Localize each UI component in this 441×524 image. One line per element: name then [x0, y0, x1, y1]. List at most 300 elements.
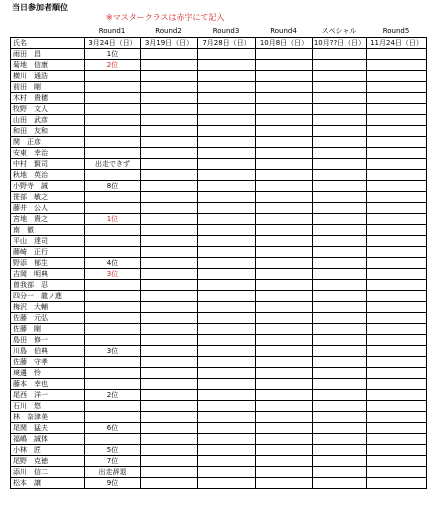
participant-name: 菊地 信康 [11, 60, 85, 71]
special-result [313, 60, 367, 71]
round3-result [198, 214, 256, 225]
round4-result [256, 148, 313, 159]
special-result [313, 258, 367, 269]
round5-result [367, 181, 427, 192]
round5-result [367, 203, 427, 214]
round3-result [198, 247, 256, 258]
round1-result [85, 225, 141, 236]
table-row [11, 82, 427, 93]
special-result [313, 192, 367, 203]
round4-result [256, 82, 313, 93]
special-result [313, 390, 367, 401]
round3-result [198, 137, 256, 148]
round5-result [367, 49, 427, 60]
special-result [313, 203, 367, 214]
results-table [10, 37, 427, 489]
round5-result [367, 313, 427, 324]
round3-result [198, 192, 256, 203]
special-result [313, 280, 367, 291]
round1-result: 3位 [85, 346, 141, 357]
special-result [313, 434, 367, 445]
table-row [11, 401, 427, 412]
date-header-round3: 7月28日（日） [198, 38, 256, 49]
table-row [11, 456, 427, 467]
table-row [11, 335, 427, 346]
round1-result [85, 104, 141, 115]
participant-name: 中村 賢司 [11, 159, 85, 170]
round4-result [256, 104, 313, 115]
participant-name: 関 正彦 [11, 137, 85, 148]
round4-result [256, 137, 313, 148]
master-class-note: ※マスタークラスは赤字にて記入 [106, 13, 225, 22]
round2-result [141, 258, 198, 269]
round2-result [141, 159, 198, 170]
round5-result [367, 214, 427, 225]
special-result [313, 357, 367, 368]
table-row [11, 93, 427, 104]
round2-result [141, 93, 198, 104]
round2-result [141, 49, 198, 60]
round4-result [256, 412, 313, 423]
participant-name: 笹部 敏之 [11, 192, 85, 203]
participant-name: 尾野 克徳 [11, 456, 85, 467]
participant-name: 藤崎 正行 [11, 247, 85, 258]
round3-result [198, 148, 256, 159]
round3-result [198, 434, 256, 445]
round5-result [367, 324, 427, 335]
round1-result [85, 291, 141, 302]
round1-result [85, 93, 141, 104]
round5-result [367, 390, 427, 401]
round2-result [141, 104, 198, 115]
round3-result [198, 181, 256, 192]
round4-result [256, 49, 313, 60]
round5-result [367, 258, 427, 269]
round3-result [198, 401, 256, 412]
round4-result [256, 236, 313, 247]
participant-name: 境邊 怜 [11, 368, 85, 379]
round1-result: 6位 [85, 423, 141, 434]
round2-result [141, 269, 198, 280]
round4-result [256, 291, 313, 302]
round1-result: 3位 [85, 269, 141, 280]
table-row [11, 302, 427, 313]
round4-result [256, 379, 313, 390]
round1-result [85, 302, 141, 313]
participant-name: 曽我部 忍 [11, 280, 85, 291]
round5-result [367, 247, 427, 258]
participant-name: 尾関 猛夫 [11, 423, 85, 434]
round4-result [256, 93, 313, 104]
date-header-round2: 3月19日（日） [141, 38, 198, 49]
participant-name: 添川 信二 [11, 467, 85, 478]
round4-result [256, 423, 313, 434]
round5-result [367, 379, 427, 390]
round-label-special: スペシャル [321, 27, 357, 35]
table-row [11, 313, 427, 324]
page-title: 当日参加者順位 [12, 3, 68, 12]
special-result [313, 49, 367, 60]
table-row [11, 346, 427, 357]
table-row [11, 423, 427, 434]
round2-result [141, 445, 198, 456]
round2-result [141, 423, 198, 434]
table-header-row [11, 38, 427, 49]
participant-name: 林 奈津美 [11, 412, 85, 423]
round5-result [367, 335, 427, 346]
round1-result: 2位 [85, 60, 141, 71]
table-row [11, 71, 427, 82]
round4-result [256, 357, 313, 368]
round4-result [256, 170, 313, 181]
table-row [11, 379, 427, 390]
participant-name: 佐藤 守孝 [11, 357, 85, 368]
table-row [11, 159, 427, 170]
round5-result [367, 225, 427, 236]
round3-result [198, 159, 256, 170]
round1-result [85, 401, 141, 412]
round3-result [198, 357, 256, 368]
round3-result [198, 368, 256, 379]
round3-result [198, 258, 256, 269]
round1-result [85, 324, 141, 335]
participant-name: 小林 匠 [11, 445, 85, 456]
round1-result: 5位 [85, 445, 141, 456]
participant-name: 山田 武彦 [11, 115, 85, 126]
round-label-3: Round3 [212, 27, 240, 35]
participant-name: 安東 幸治 [11, 148, 85, 159]
special-result [313, 335, 367, 346]
round2-result [141, 148, 198, 159]
round3-result [198, 302, 256, 313]
round5-result [367, 423, 427, 434]
special-result [313, 368, 367, 379]
special-result [313, 104, 367, 115]
date-header-special: 10月??日（日） [313, 38, 366, 47]
participant-name: 佐藤 剛 [11, 324, 85, 335]
round5-result [367, 104, 427, 115]
round2-result [141, 324, 198, 335]
round5-result [367, 280, 427, 291]
round2-result [141, 302, 198, 313]
participant-name: 福嶋 誠体 [11, 434, 85, 445]
special-result [313, 324, 367, 335]
round1-result [85, 247, 141, 258]
round5-result [367, 60, 427, 71]
participant-name: 藤井 公人 [11, 203, 85, 214]
round3-result [198, 390, 256, 401]
round4-result [256, 401, 313, 412]
round2-result [141, 346, 198, 357]
round5-result [367, 192, 427, 203]
special-result [313, 456, 367, 467]
participant-name: 吉岡 明典 [11, 269, 85, 280]
special-result [313, 159, 367, 170]
round3-result [198, 280, 256, 291]
table-row [11, 60, 427, 71]
special-result [313, 137, 367, 148]
round1-result [85, 71, 141, 82]
participant-name: 横川 通浩 [11, 71, 85, 82]
round4-result [256, 71, 313, 82]
round4-result [256, 258, 313, 269]
round3-result [198, 115, 256, 126]
participant-name: 野添 郁生 [11, 258, 85, 269]
table-row [11, 247, 427, 258]
round3-result [198, 467, 256, 478]
round1-result: 1位 [85, 49, 141, 60]
round2-result [141, 203, 198, 214]
round4-result [256, 302, 313, 313]
name-column-header: 氏名 [11, 38, 85, 49]
special-result [313, 379, 367, 390]
special-result [313, 214, 367, 225]
round1-result: 2位 [85, 390, 141, 401]
round1-result: 7位 [85, 456, 141, 467]
round1-result [85, 357, 141, 368]
participant-name: 南 徹 [11, 225, 85, 236]
special-result [313, 181, 367, 192]
participant-name: 雨田 昌 [11, 49, 85, 60]
round3-result [198, 71, 256, 82]
round4-result [256, 214, 313, 225]
table-row [11, 137, 427, 148]
special-result [313, 478, 367, 489]
round4-result [256, 192, 313, 203]
round2-result [141, 225, 198, 236]
round1-result [85, 379, 141, 390]
round5-result [367, 71, 427, 82]
round3-result [198, 478, 256, 489]
round5-result [367, 478, 427, 489]
table-row [11, 445, 427, 456]
round3-result [198, 236, 256, 247]
round5-result [367, 412, 427, 423]
round3-result [198, 291, 256, 302]
round1-result: 出走辞退 [85, 467, 141, 478]
table-row [11, 390, 427, 401]
special-result [313, 467, 367, 478]
table-row [11, 148, 427, 159]
special-result [313, 236, 367, 247]
round1-result [85, 170, 141, 181]
round2-result [141, 401, 198, 412]
round3-result [198, 346, 256, 357]
round1-result [85, 82, 141, 93]
round3-result [198, 445, 256, 456]
table-row [11, 126, 427, 137]
round3-result [198, 313, 256, 324]
table-row [11, 467, 427, 478]
participant-name: 川島 伯典 [11, 346, 85, 357]
table-row [11, 258, 427, 269]
round3-result [198, 412, 256, 423]
round4-result [256, 203, 313, 214]
round3-result [198, 335, 256, 346]
special-result [313, 269, 367, 280]
round4-result [256, 346, 313, 357]
round3-result [198, 203, 256, 214]
table-row [11, 214, 427, 225]
date-header-round4: 10月8日（日） [256, 38, 313, 49]
table-row [11, 412, 427, 423]
table-row [11, 324, 427, 335]
round2-result [141, 467, 198, 478]
round-label-5: Round5 [382, 27, 410, 35]
participant-name: 松本 譲 [11, 478, 85, 489]
round1-result [85, 434, 141, 445]
round1-result [85, 368, 141, 379]
round1-result [85, 236, 141, 247]
special-result [313, 93, 367, 104]
table-row [11, 434, 427, 445]
round3-result [198, 93, 256, 104]
round3-result [198, 225, 256, 236]
round1-result [85, 115, 141, 126]
round5-result [367, 456, 427, 467]
special-result [313, 225, 367, 236]
round4-result [256, 181, 313, 192]
round2-result [141, 71, 198, 82]
participant-name: 島田 修一 [11, 335, 85, 346]
table-row [11, 181, 427, 192]
round2-result [141, 456, 198, 467]
round2-result [141, 214, 198, 225]
special-result [313, 445, 367, 456]
special-result [313, 148, 367, 159]
round2-result [141, 368, 198, 379]
round1-result [85, 412, 141, 423]
round3-result [198, 60, 256, 71]
round4-result [256, 324, 313, 335]
round3-result [198, 82, 256, 93]
round4-result [256, 478, 313, 489]
participant-name: 藤本 幸也 [11, 379, 85, 390]
round2-result [141, 390, 198, 401]
round2-result [141, 192, 198, 203]
round5-result [367, 126, 427, 137]
round4-result [256, 269, 313, 280]
round2-result [141, 137, 198, 148]
special-result [313, 346, 367, 357]
round-label-4: Round4 [270, 27, 297, 35]
round5-result [367, 368, 427, 379]
round1-result [85, 137, 141, 148]
round4-result [256, 115, 313, 126]
round1-result [85, 148, 141, 159]
round2-result [141, 181, 198, 192]
table-row [11, 192, 427, 203]
round4-result [256, 60, 313, 71]
round2-result [141, 115, 198, 126]
round-label-1: Round1 [98, 27, 126, 35]
special-result [313, 423, 367, 434]
round5-result [367, 159, 427, 170]
table-row [11, 236, 427, 247]
participant-name: 小野寺 誠 [11, 181, 85, 192]
table-row [11, 170, 427, 181]
table-row [11, 104, 427, 115]
round5-result [367, 401, 427, 412]
round4-result [256, 126, 313, 137]
round5-result [367, 291, 427, 302]
round3-result [198, 269, 256, 280]
table-row [11, 291, 427, 302]
special-result [313, 170, 367, 181]
round2-result [141, 313, 198, 324]
round3-result [198, 423, 256, 434]
round4-result [256, 368, 313, 379]
table-row [11, 478, 427, 489]
round4-result [256, 247, 313, 258]
table-row [11, 280, 427, 291]
round4-result [256, 280, 313, 291]
round2-result [141, 82, 198, 93]
round4-result [256, 390, 313, 401]
round2-result [141, 291, 198, 302]
round3-result [198, 170, 256, 181]
round1-result [85, 203, 141, 214]
round4-result [256, 467, 313, 478]
round2-result [141, 280, 198, 291]
table-row [11, 368, 427, 379]
round5-result [367, 434, 427, 445]
participant-name: 牧野 文人 [11, 104, 85, 115]
round2-result [141, 170, 198, 181]
round4-result [256, 335, 313, 346]
round2-result [141, 478, 198, 489]
round1-result [85, 280, 141, 291]
participant-name: 宮地 貴之 [11, 214, 85, 225]
round4-result [256, 225, 313, 236]
participant-name: 佐藤 元弘 [11, 313, 85, 324]
round2-result [141, 126, 198, 137]
table-row [11, 115, 427, 126]
round2-result [141, 379, 198, 390]
date-header-round1: 3月24日（日） [85, 38, 141, 49]
round2-result [141, 434, 198, 445]
round3-result [198, 379, 256, 390]
round5-result [367, 170, 427, 181]
round2-result [141, 247, 198, 258]
round2-result [141, 412, 198, 423]
round4-result [256, 159, 313, 170]
special-result [313, 247, 367, 258]
special-result [313, 115, 367, 126]
round5-result [367, 93, 427, 104]
participant-name: 秋地 英治 [11, 170, 85, 181]
round3-result [198, 126, 256, 137]
participant-name: 前田 剛 [11, 82, 85, 93]
round5-result [367, 445, 427, 456]
round2-result [141, 236, 198, 247]
round1-result [85, 192, 141, 203]
round3-result [198, 49, 256, 60]
special-result [313, 82, 367, 93]
round1-result: 出走できず [85, 159, 141, 170]
date-header-round5: 11月24日（日） [367, 38, 427, 49]
table-row [11, 203, 427, 214]
round4-result [256, 445, 313, 456]
round5-result [367, 137, 427, 148]
participant-name: 四分一 龍ノ進 [11, 291, 85, 302]
round4-result [256, 313, 313, 324]
round2-result [141, 60, 198, 71]
round1-result: 8位 [85, 181, 141, 192]
round1-result [85, 335, 141, 346]
special-result [313, 401, 367, 412]
special-result [313, 412, 367, 423]
